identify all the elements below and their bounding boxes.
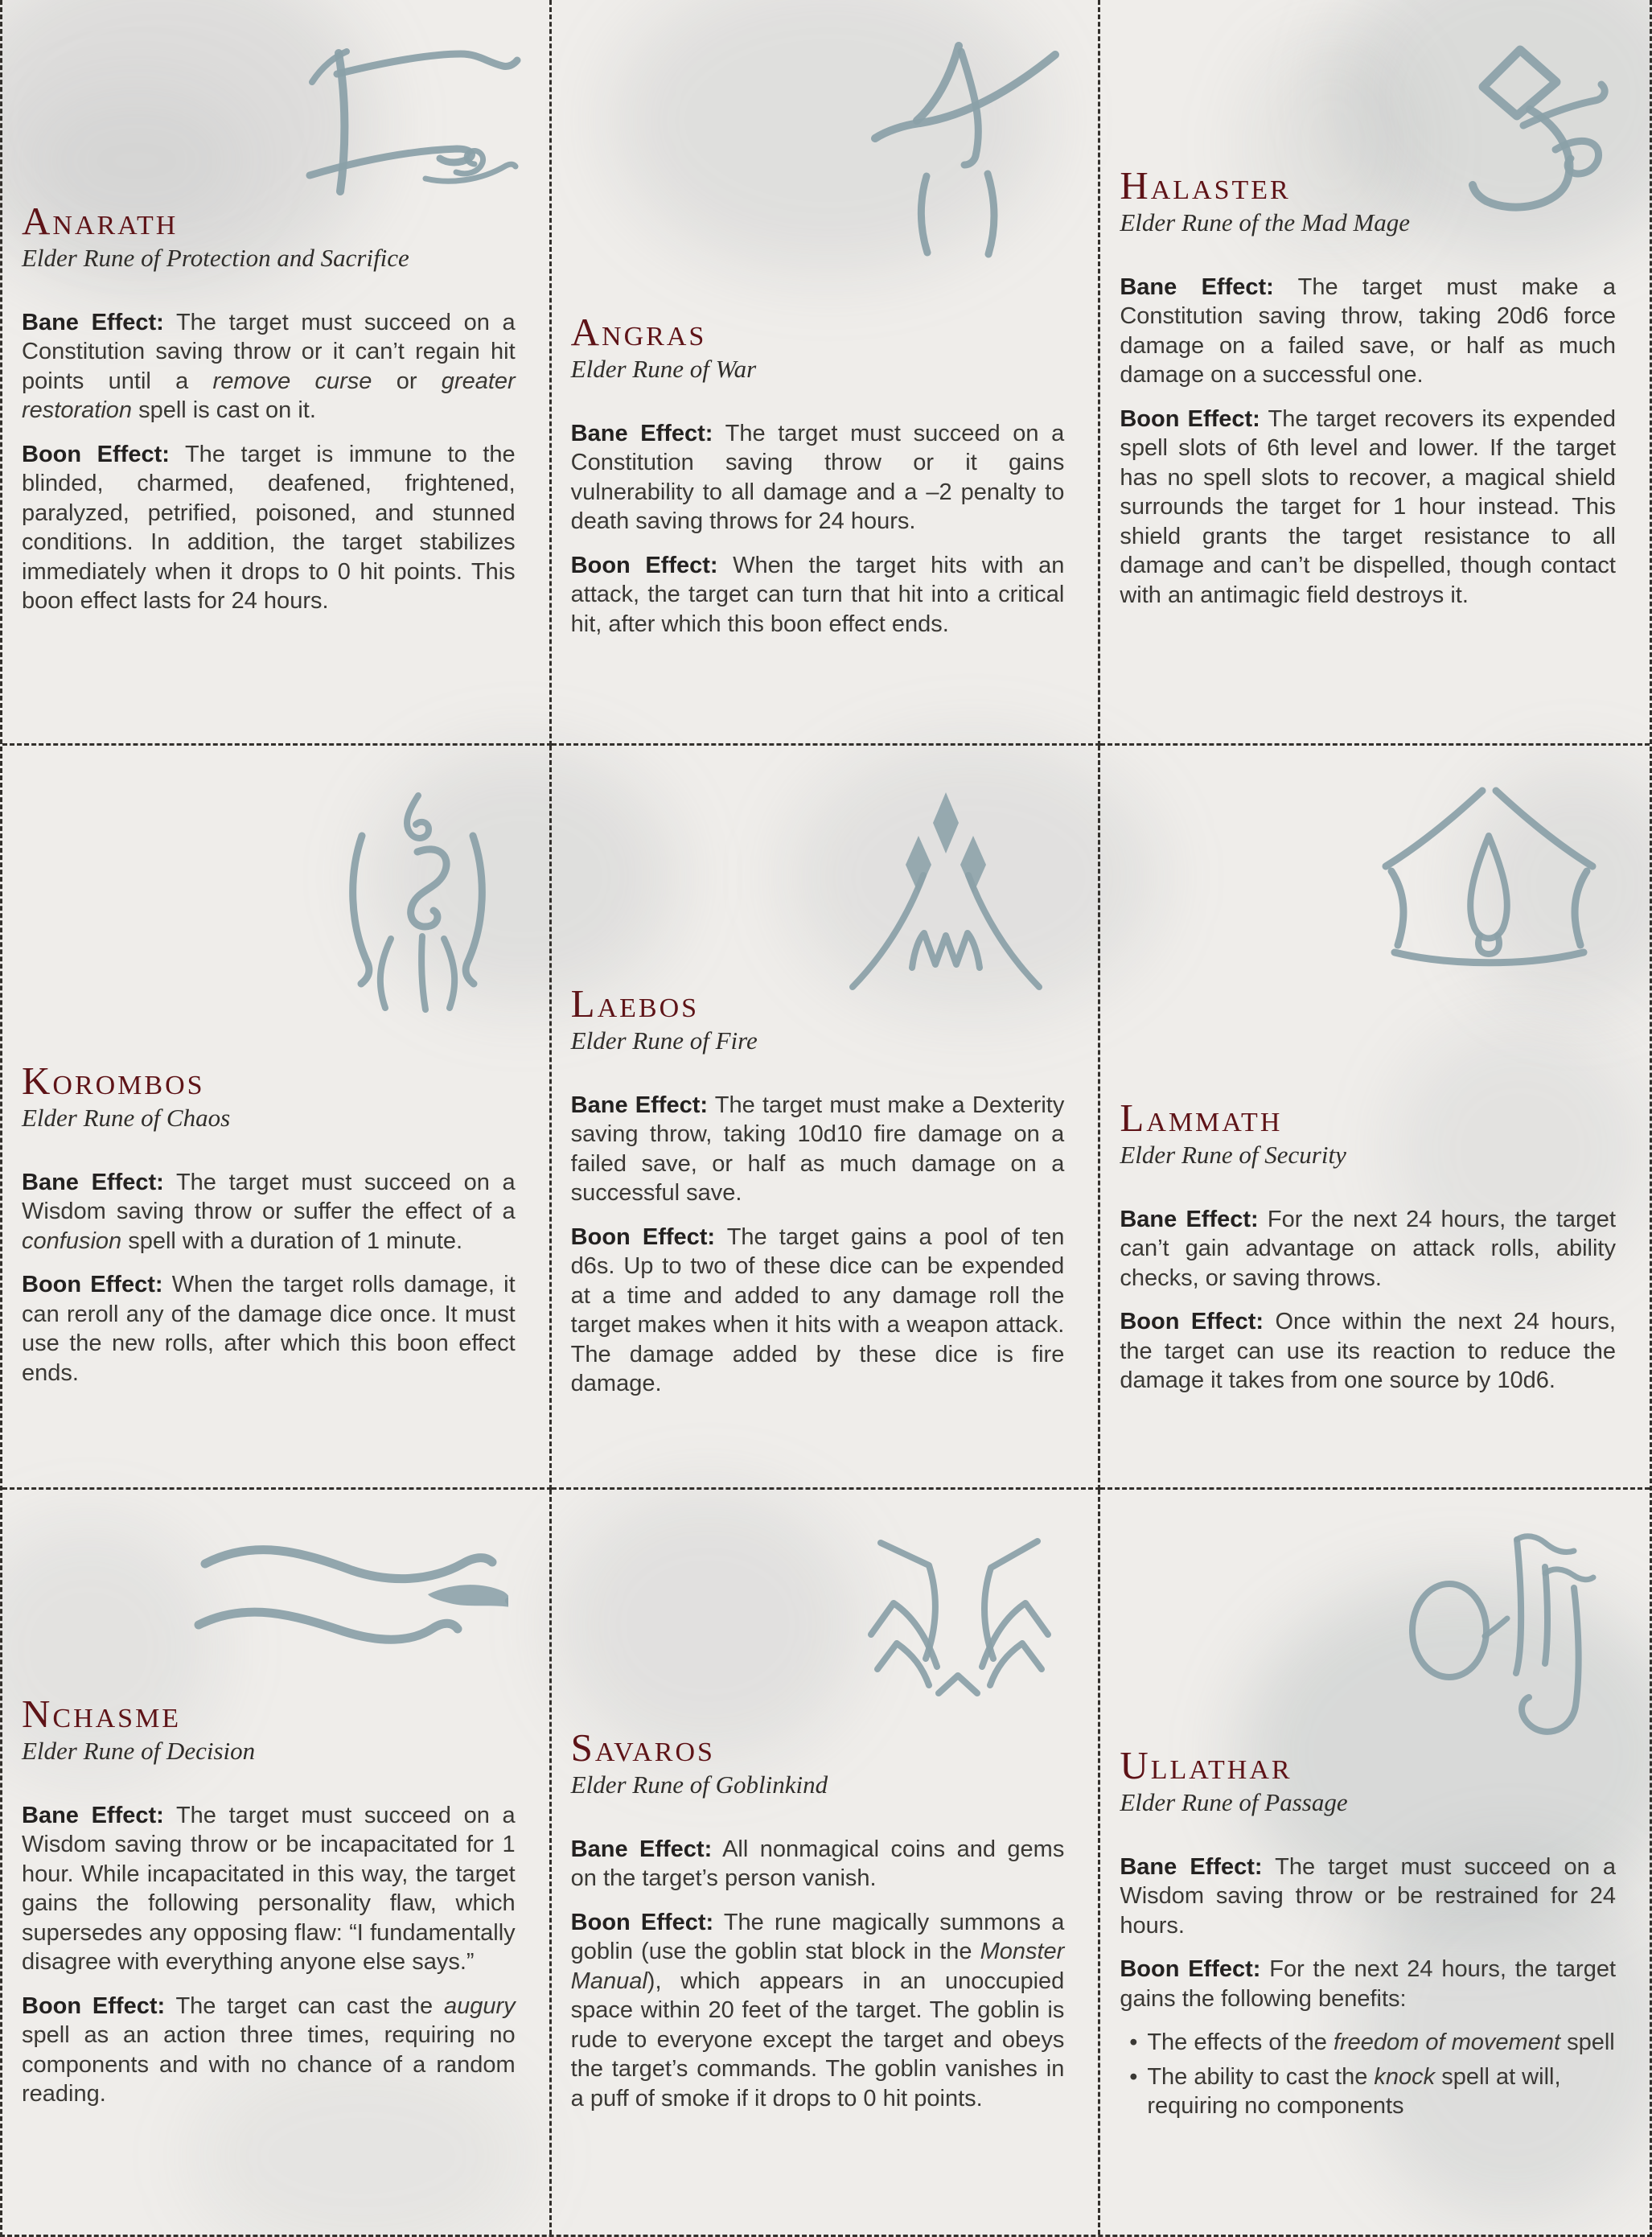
rune-card-laebos: [552, 746, 1099, 1487]
effect-paragraph: Boon Effect: The target gains a pool of ten d6s. Up to two of these dice can be expended at a time and added to any damage roll the target makes when it hits with a weapon attack. The damage added by these dice is fire damage.: [570, 1223, 1065, 1397]
rune-card-lammath: [1100, 746, 1650, 1487]
effect-paragraph: Boon Effect: For the next 24 hours, the target gains the following benefits:: [1120, 1956, 1617, 2012]
cell-lammath: [1100, 746, 1650, 1490]
ullathar-rune-icon: [1374, 1498, 1635, 1783]
rune-description: [1120, 273, 1616, 611]
rune-card-ullathar: [1100, 1490, 1650, 2235]
rune-subtitle: Elder Rune of Security: [1120, 1141, 1346, 1169]
rune-description: [571, 1835, 1065, 2114]
effect-paragraph: Boon Effect: The rune magically summons a goblin (use the goblin stat block in the Monster Manual), which appears in an unoccupied space within 20 feet of the target. The goblin is rude to everyone except the target and obeys the target’s commands. The goblin vanishes in a puff of smoke if it drops to 0 hit points.: [570, 1909, 1065, 2112]
anarath-rune-icon: [268, 16, 521, 205]
effect-paragraph: Boon Effect: The target is immune to the blinded, charmed, deafened, frightened, paralyzed, petrified, poisoned, and stunned conditions. In addition, the target stabilizes immediately when it drops to 0 hit points. This boon effect lasts for 24 hours.: [22, 441, 516, 615]
cell-laebos: [552, 746, 1101, 1490]
rune-card-savaros: [552, 1490, 1099, 2235]
effect-paragraph: Boon Effect: The target recovers its expended spell slots of 6th level and lower. If the target has no spell slots to recover, a magical shield surrounds the target for 1 hour instead. This shield grants the target resistance to all damage and can’t be dispelled, though contact with an antimagic field destroys it.: [1120, 405, 1616, 608]
rune-card-nchasme: [2, 1490, 549, 2235]
cell-nchasme: [2, 1490, 552, 2235]
rune-title: Anarath: [22, 199, 179, 243]
rune-description: [571, 419, 1065, 639]
effect-paragraph: Bane Effect: The target must succeed on a Wisdom saving throw or suffer the effect of a confusion spell with a duration of 1 minute.: [22, 1169, 516, 1254]
rune-subtitle: Elder Rune of the Mad Mage: [1120, 208, 1411, 236]
rune-title: Korombos: [22, 1059, 205, 1103]
cell-ullathar: [1100, 1490, 1650, 2235]
rune-description: [22, 1801, 516, 2109]
rune-card-halaster: [1100, 0, 1650, 743]
rune-subtitle: Elder Rune of Fire: [570, 1026, 758, 1055]
effect-paragraph: Bane Effect: The target must succeed on a Wisdom saving throw or be restrained for 24 hours.: [1120, 1853, 1616, 1939]
rune-description: [22, 1168, 516, 1388]
lammath-rune-icon: [1358, 762, 1619, 991]
effect-paragraph: Bane Effect: The target must make a Dexterity saving throw, taking 10d10 fire damage on a failed save, or half as much damage on a successful save.: [570, 1092, 1065, 1207]
effect-paragraph: Bane Effect: All nonmagical coins and gems on the target’s person vanish.: [570, 1836, 1065, 1892]
effect-paragraph: Boon Effect: When the target rolls damage, it can reroll any of the damage dice once. It must use the new rolls, after which this boon effect ends.: [22, 1272, 516, 1386]
rune-title: Angras: [570, 310, 707, 354]
angras-rune-icon: [828, 10, 1062, 271]
bullet-dot: •: [1129, 2029, 1138, 2056]
laebos-rune-icon: [824, 767, 1069, 1000]
effect-paragraph: Boon Effect: Once within the next 24 hours, the target can use its reaction to reduce the damage it takes from one source by 10d6.: [1120, 1309, 1616, 1394]
effect-paragraph: Bane Effect: For the next 24 hours, the target can’t gain advantage on attack rolls, ability checks, or saving throws.: [1120, 1206, 1616, 1291]
rune-title: Halaster: [1120, 163, 1291, 208]
rune-subtitle: Elder Rune of Passage: [1120, 1788, 1348, 1816]
effect-paragraph: Bane Effect: The target must succeed on a Constitution saving throw or it gains vulnerability to all damage and a –2 penalty to death saving throws for 24 hours.: [570, 420, 1065, 535]
effect-paragraph: Bane Effect: The target must make a Constitution saving throw, taking 20d6 force damage on a failed save, or half as much damage on a successful one.: [1120, 273, 1616, 389]
benefit-item: • The ability to cast the knock spell at will, requiring no components: [1120, 2062, 1616, 2121]
nchasme-rune-icon: [70, 1506, 508, 1687]
cell-anarath: [2, 0, 552, 746]
cell-angras: [552, 0, 1101, 746]
effect-paragraph: Boon Effect: When the target hits with an attack, the target can turn that hit into a critical hit, after which this boon effect ends.: [570, 552, 1065, 637]
rune-description: [22, 308, 516, 616]
effect-paragraph: Bane Effect: The target must succeed on a Wisdom saving throw or be incapacitated for 1 hour. While incapacitated in this way, the target gains the following personality flaw, which supersedes any opposing flaw: “I fundamentally disagree with everything anyone else says.”: [22, 1802, 516, 1976]
bullet-dot: •: [1129, 2063, 1138, 2090]
rune-subtitle: Elder Rune of War: [570, 355, 757, 383]
rune-subtitle: Elder Rune of Protection and Sacrifice: [22, 244, 409, 272]
savaros-rune-icon: [799, 1493, 1085, 1730]
rune-card-korombos: [2, 746, 549, 1487]
rune-card-angras: [552, 0, 1099, 743]
rune-subtitle: Elder Rune of Decision: [22, 1737, 256, 1765]
rune-description: [1120, 1205, 1616, 1396]
cell-halaster: [1100, 0, 1650, 746]
benefit-item: • The effects of the freedom of movement spell: [1120, 2028, 1616, 2058]
rune-title: Lammath: [1120, 1096, 1283, 1140]
rune-description: [1120, 1853, 1616, 2121]
rune-description: [571, 1091, 1065, 1399]
korombos-rune-icon: [302, 770, 532, 1035]
effect-paragraph: Bane Effect: The target must succeed on a Constitution saving throw or it can’t regain hit points until a remove curse or greater restoration spell is cast on it.: [22, 309, 516, 424]
rune-subtitle: Elder Rune of Chaos: [22, 1104, 231, 1132]
cell-savaros: [552, 1490, 1101, 2235]
rune-title: Nchasme: [22, 1692, 182, 1736]
rune-title: Laebos: [570, 981, 700, 1026]
rune-title: Savaros: [570, 1725, 715, 1770]
cell-korombos: [2, 746, 552, 1490]
rune-card-anarath: [2, 0, 549, 743]
rune-title: Ullathar: [1120, 1743, 1292, 1787]
rune-subtitle: Elder Rune of Goblinkind: [570, 1770, 828, 1799]
effect-paragraph: Boon Effect: The target can cast the augury spell as an action three times, requiring no components and with no chance of a random reading.: [22, 1992, 516, 2107]
